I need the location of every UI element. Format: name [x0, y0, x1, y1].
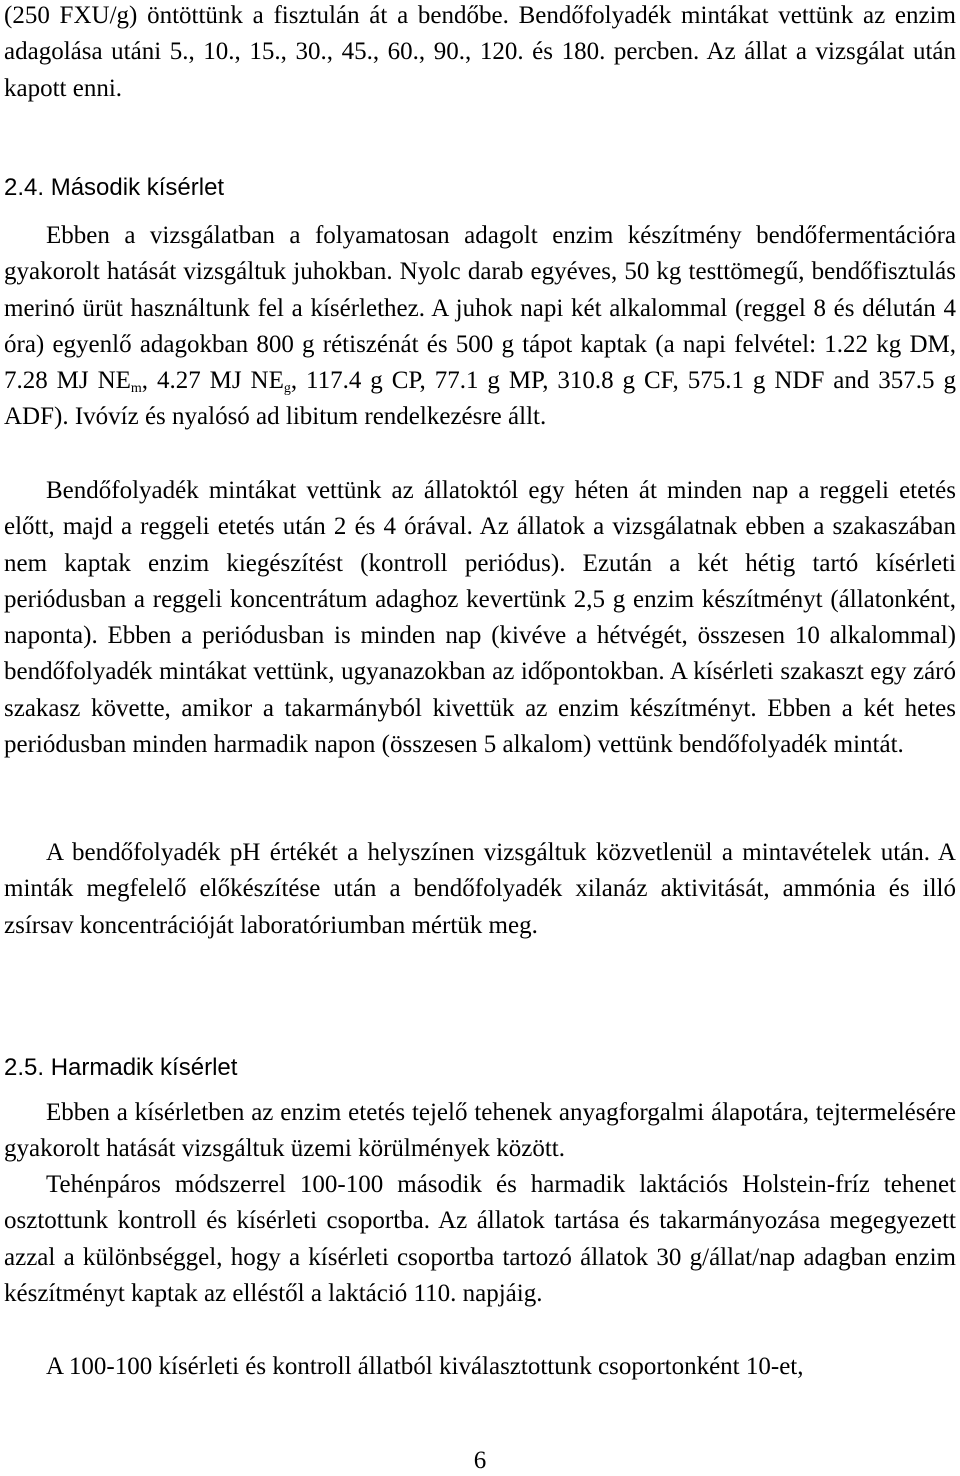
section-heading-2-4: 2.4. Második kísérlet: [4, 174, 225, 201]
paragraph-1-text-part-3: , 117.4 g CP, 77.1 g MP, 310.8 g CF, 575.1 g NDF and 357.5 g ADF). Ivóvíz és nyalósó ad libitum rendelkezésre állt.: [4, 367, 956, 431]
paragraph-1-text-part-1: Ebben a vizsgálatban a folyamatosan adagolt enzim készítmény bendőfermentációra gyakorolt hatását vizsgáltuk juhokban. Nyolc darab egyéves, 50 kg testtömegű, bendőfisztulás merinó ürüt használtunk fel a kísérlethez. A juhok napi két alkalommal (reggel 8 és délután 4 óra) egyenlő adagokban 800 g rétiszénát és 500 g tápot kaptak (a napi felvétel: 1.22 kg DM, 7.28 MJ NE: [4, 222, 956, 395]
section-2-5-paragraph-2: Tehénpáros módszerrel 100-100 második és harmadik laktációs Holstein-fríz tehenet osztottunk kontroll és kísérleti csoportba. Az állatok tartása és takarmányozása megegyezett azzal a különbséggel, hogy a kísérleti csoportba tartozó állatok 30 g/állat/nap adagban enzim készítményt kaptak az elléstől a laktáció 110. napjáig.: [4, 1171, 956, 1307]
subscript-g: g: [283, 381, 291, 397]
section-2-4-paragraph-3: A bendőfolyadék pH értékét a helyszínen vizsgáltuk közvetlenül a mintavételek után. A minták megfelelő előkészítése után a bendőfolyadék xilanáz aktivitását, ammónia és illó zsírsav koncentrációját laboratóriumban mértük meg.: [4, 839, 956, 939]
page-number: 6: [473, 1447, 487, 1474]
subscript-m: m: [130, 381, 142, 397]
continued-paragraph: (250 FXU/g) öntöttünk a fisztulán át a bendőbe. Bendőfolyadék mintákat vettünk az enzim adagolása utáni 5., 10., 15., 30., 45., 60., 90., 120. és 180. percben. Az állat a vizsgálat után kapott enni.: [4, 2, 956, 102]
paragraph-1-text-part-2: , 4.27 MJ NE: [141, 367, 284, 395]
section-heading-2-5: 2.5. Harmadik kísérlet: [4, 1054, 238, 1081]
section-2-4-paragraph-1: [4, 218, 956, 436]
section-2-5-paragraph-3: A 100-100 kísérleti és kontroll állatból kiválasztottunk csoportonként 10-et,: [46, 1353, 804, 1380]
section-2-4-paragraph-2: Bendőfolyadék mintákat vettünk az állatoktól egy héten át minden nap a reggeli etetés előtt, majd a reggeli etetés után 2 és 4 órával. Az állatok a vizsgálatnak ebben a szakaszában nem kaptak enzim kiegészítést (kontroll periódus). Ezután a két hétig tartó kísérleti periódusban a reggeli koncentrátum adaghoz kevertünk 2,5 g enzim készítményt (állatonként, naponta). Ebben a periódusban is minden nap (kivéve a hétvégét, összesen 10 alkalommal) bendőfolyadék mintákat vettünk, ugyanazokban az időpontokban. A kísérleti szakaszt egy záró szakasz követte, amikor a takarmányból kivettük az enzim készítményt. Ebben a két hetes periódusban minden harmadik napon (összesen 5 alkalom) vettünk bendőfolyadék mintát.: [4, 477, 956, 759]
section-2-5-paragraph-1: Ebben a kísérletben az enzim etetés tejelő tehenek anyagforgalmi álapotára, tejtermelésére gyakorolt hatását vizsgáltuk üzemi körülmények között.: [4, 1099, 956, 1163]
